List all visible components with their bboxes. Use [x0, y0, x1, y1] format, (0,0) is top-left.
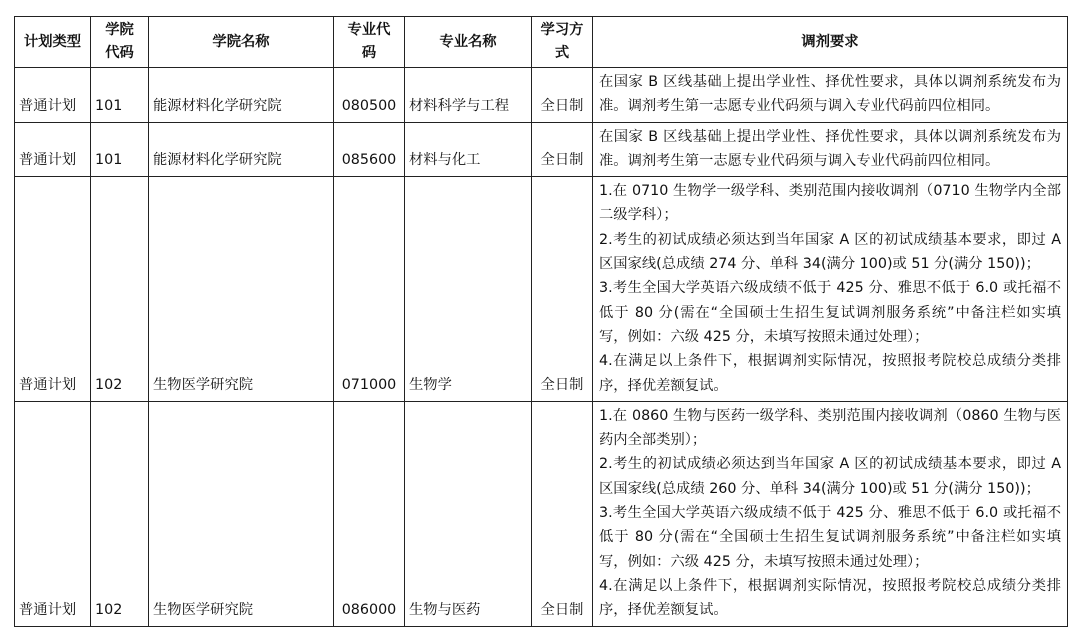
cell-major-code: 080500: [334, 68, 405, 123]
cell-study-mode: 全日制: [532, 68, 593, 123]
cell-major-name: 生物学: [405, 177, 532, 402]
cell-study-mode: 全日制: [532, 401, 593, 626]
header-college-code-text: 学院代码: [105, 22, 134, 61]
table-row: [15, 68, 1068, 123]
cell-college-code: 101: [91, 122, 149, 177]
requirement-item: 3.考生全国大学英语六级成绩不低于 425 分、雅思不低于 6.0 或托福不低于 80 分(需在“全国硕士生招生复试调剂服务系统”中备注栏如实填写，例如：六级 425 分，未填写按照未通过处理）；: [599, 505, 1061, 570]
adjustment-table: [14, 16, 1068, 627]
cell-college-code: 102: [91, 401, 149, 626]
header-college-name: 学院名称: [149, 17, 334, 68]
table-row: [15, 177, 1068, 402]
header-major-code-text: 专业代码: [347, 22, 391, 61]
requirement-item: 4.在满足以上条件下，根据调剂实际情况，按照报考院校总成绩分类排序，择优差额复试。: [599, 577, 1061, 619]
cell-major-name: 材料与化工: [405, 122, 532, 177]
header-plan-type: 计划类型: [15, 17, 91, 68]
cell-requirements: [593, 122, 1068, 177]
requirement-item: 1.在 0710 生物学一级学科、类别范围内接收调剂（0710 生物学内全部二级学科）；: [599, 183, 1061, 224]
header-major-name: 专业名称: [405, 17, 532, 68]
cell-major-code: 071000: [334, 177, 405, 402]
header-requirements: 调剂要求: [593, 17, 1068, 68]
cell-requirements: [593, 68, 1068, 123]
requirement-item: 4.在满足以上条件下，根据调剂实际情况，按照报考院校总成绩分类排序，择优差额复试。: [599, 353, 1061, 394]
cell-plan-type: 普通计划: [15, 68, 91, 123]
header-major-code: [334, 17, 405, 68]
cell-college-name: 能源材料化学研究院: [149, 122, 334, 177]
header-college-code: [91, 17, 149, 68]
table-row: [15, 401, 1068, 626]
cell-major-name: 材料科学与工程: [405, 68, 532, 123]
requirement-item: 在国家 B 区线基础上提出学业性、择优性要求，具体以调剂系统发布为准。调剂考生第一志愿专业代码须与调入专业代码前四位相同。: [599, 128, 1061, 169]
header-row: [15, 17, 1068, 68]
requirement-item: 1.在 0860 生物与医药一级学科、类别范围内接收调剂（0860 生物与医药内全部类别）；: [599, 407, 1061, 449]
cell-plan-type: 普通计划: [15, 177, 91, 402]
cell-study-mode: 全日制: [532, 122, 593, 177]
header-study-mode: [532, 17, 593, 68]
cell-plan-type: 普通计划: [15, 401, 91, 626]
cell-major-code: 085600: [334, 122, 405, 177]
cell-college-name: 生物医学研究院: [149, 401, 334, 626]
cell-college-code: 101: [91, 68, 149, 123]
requirement-item: 在国家 B 区线基础上提出学业性、择优性要求，具体以调剂系统发布为准。调剂考生第一志愿专业代码须与调入专业代码前四位相同。: [599, 74, 1061, 115]
cell-major-name: 生物与医药: [405, 401, 532, 626]
cell-plan-type: 普通计划: [15, 122, 91, 177]
requirement-item: 3.考生全国大学英语六级成绩不低于 425 分、雅思不低于 6.0 或托福不低于 80 分(需在“全国硕士生招生复试调剂服务系统”中备注栏如实填写，例如：六级 425 分，未填写按照未通过处理）；: [599, 280, 1061, 345]
cell-major-code: 086000: [334, 401, 405, 626]
cell-requirements: [593, 401, 1068, 626]
requirement-item: 2.考生的初试成绩必须达到当年国家 A 区的初试成绩基本要求，即过 A 区国家线(总成绩 260 分、单科 34(满分 100)或 51 分(满分 150))；: [599, 456, 1061, 497]
table-row: [15, 122, 1068, 177]
header-study-mode-text: 学习方式: [540, 22, 584, 61]
cell-college-name: 能源材料化学研究院: [149, 68, 334, 123]
cell-study-mode: 全日制: [532, 177, 593, 402]
requirement-item: 2.考生的初试成绩必须达到当年国家 A 区的初试成绩基本要求，即过 A 区国家线(总成绩 274 分、单科 34(满分 100)或 51 分(满分 150))；: [599, 231, 1061, 273]
cell-college-code: 102: [91, 177, 149, 402]
cell-college-name: 生物医学研究院: [149, 177, 334, 402]
cell-requirements: [593, 177, 1068, 402]
